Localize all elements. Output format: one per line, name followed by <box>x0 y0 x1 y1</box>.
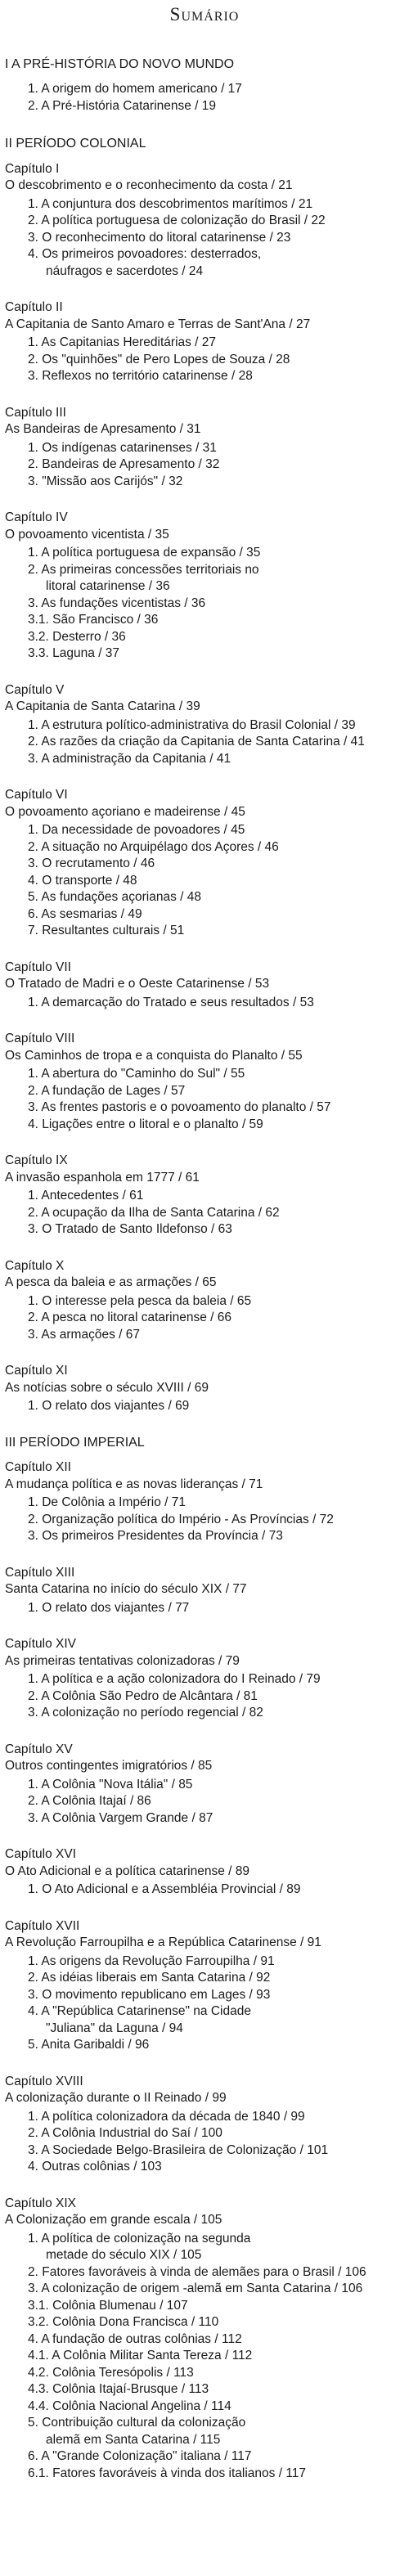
chapter-title: O Tratado de Madri e o Oeste Catarinense / 53 <box>5 977 270 991</box>
toc-item: 1. O relato dos viajantes / 77 <box>28 1600 190 1615</box>
chapter-title: A pesca da baleia e as armações / 65 <box>5 1275 217 1289</box>
toc-item: 4.2. Colônia Teresópolis / 113 <box>28 2365 194 2380</box>
toc-item: 3.2. Desterro / 36 <box>28 629 126 644</box>
chapter <box>5 2196 409 2483</box>
part-chapters <box>0 161 409 1415</box>
toc-item: 3. As armações / 67 <box>28 1327 140 1342</box>
chapter-number: Capítulo XVII <box>5 1918 80 1933</box>
toc-item: 5. Contribuição cultural da colonização <box>28 2416 246 2430</box>
chapter-items <box>28 545 409 663</box>
page-title: Sumário <box>169 4 240 25</box>
toc-item: 2. A Pré-História Catarinense / 19 <box>28 98 217 113</box>
chapter-number: Capítulo VI <box>5 788 68 802</box>
toc-item: 2. A situação no Arquipélago dos Açores / 46 <box>28 839 279 854</box>
toc-item: 2. Organização política do Império - As Províncias / 72 <box>28 1512 334 1526</box>
toc-item: 1. A estrutura político-administrativa do Brasil Colonial / 39 <box>28 717 356 732</box>
chapter-title: O povoamento açoriano e madeirense / 45 <box>5 804 245 819</box>
chapter-number: Capítulo VII <box>5 960 71 974</box>
chapter <box>5 1565 409 1617</box>
chapter-title: As Bandeiras de Apresamento / 31 <box>5 422 201 436</box>
toc-item: 1. A origem do homem americano / 17 <box>28 82 242 96</box>
toc-item: 4.3. Colônia Itajaí-Brusque / 113 <box>28 2382 209 2396</box>
chapter <box>5 787 409 940</box>
toc-item: 4. Ligações entre o litoral e o planalto / 59 <box>28 1117 263 1131</box>
chapter-title: O descobrimento e o reconhecimento da costa / 21 <box>5 178 293 192</box>
chapter-items <box>28 1293 409 1344</box>
toc-item: 2. As primeiras concessões territoriais no <box>28 562 259 577</box>
chapter-number: Capítulo VIII <box>5 1032 75 1045</box>
toc-item: 2. Os "quinhões" de Pero Lopes de Souza / 28 <box>28 352 290 366</box>
toc-item: 1. A abertura do "Caminho do Sul" / 55 <box>28 1067 245 1081</box>
chapter-title: O povoamento vicentista / 35 <box>5 527 169 542</box>
chapter-number: Capítulo XV <box>5 1742 73 1756</box>
chapter <box>5 1363 409 1415</box>
part-items <box>28 81 409 115</box>
toc-item: 3. O reconhecimento do litoral catarinense / 23 <box>28 230 291 245</box>
toc-item: 1. A demarcação do Tratado e seus resultados / 53 <box>28 995 314 1009</box>
chapter-items <box>28 1671 409 1722</box>
toc-item: 2. A Colônia Itajaí / 86 <box>28 1794 151 1808</box>
chapter-items <box>28 1188 409 1239</box>
chapter-title: A mudança política e as novas lideranças / 71 <box>5 1477 263 1491</box>
toc-item: náufragos e sacerdotes / 24 <box>46 263 204 278</box>
chapter-title: A invasão espanhola em 1777 / 61 <box>5 1170 200 1185</box>
chapter <box>5 1459 409 1545</box>
chapter-number: Capítulo XIII <box>5 1565 75 1580</box>
toc-item: 2. As idéias liberais em Santa Catarina / 92 <box>28 1971 271 1985</box>
toc-item: 1. As origens da Revolução Farroupilha / 91 <box>28 1953 275 1968</box>
toc-item: 2. Fatores favoráveis à vinda de alemães para o Brasil / 106 <box>28 2264 366 2279</box>
part-heading: III PERÍODO IMPERIAL <box>5 1435 145 1450</box>
toc-item: 3. O Tratado de Santo Ildefonso / 63 <box>28 1222 232 1236</box>
toc-item: 6. As sesmarias / 49 <box>28 906 142 921</box>
chapter-title: O Ato Adicional e a política catarinense / 89 <box>5 1863 249 1878</box>
chapter-title: Santa Catarina no início do século XIX / 77 <box>5 1582 247 1596</box>
chapter-title: A colonização durante o II Reinado / 99 <box>5 2091 227 2105</box>
chapter-title: Outros contingentes imigratórios / 85 <box>5 1759 213 1773</box>
part-heading: I A PRÉ-HISTÓRIA DO NOVO MUNDO <box>5 56 235 71</box>
toc-item: 2. A Colônia São Pedro de Alcântara / 81 <box>28 1688 258 1703</box>
chapter-number: Capítulo III <box>5 405 66 420</box>
chapter-number: Capítulo XIX <box>5 2196 77 2210</box>
chapter-title: A Revolução Farroupilha e a República Catarinense / 91 <box>5 1935 321 1949</box>
chapter-items <box>28 1881 409 1899</box>
toc-item: 4. O transporte / 48 <box>28 873 137 888</box>
toc-item: 3. A Colônia Vargem Grande / 87 <box>28 1810 213 1825</box>
chapter-title: A Colonização em grande escala / 105 <box>5 2213 222 2227</box>
toc-item: 3. "Missão aos Carijós" / 32 <box>28 474 183 488</box>
chapter-title: A Capitania de Santo Amaro e Terras de Sant'Ana / 27 <box>5 317 311 331</box>
toc-item: 3. A Sociedade Belgo-Brasileira de Colonização / 101 <box>28 2142 329 2157</box>
toc-item: 6.1. Fatores favoráveis à vinda dos italianos / 117 <box>28 2466 307 2480</box>
toc-item: 1. A política colonizadora da década de 1840 / 99 <box>28 2109 305 2124</box>
toc-item: 3. Reflexos no território catarinense / 28 <box>28 369 253 383</box>
chapter-number: Capítulo V <box>5 682 65 697</box>
toc-item: 2. A política portuguesa de colonização do Brasil / 22 <box>28 214 326 227</box>
toc-item: 1. O interesse pela pesca da baleia / 65 <box>28 1293 252 1308</box>
chapter-items <box>28 196 409 281</box>
chapter-items <box>28 717 409 768</box>
chapter <box>5 2074 409 2176</box>
chapter-number: Capítulo IV <box>5 510 68 524</box>
chapter-number: Capítulo XIV <box>5 1637 77 1651</box>
chapter-items <box>28 1495 409 1545</box>
chapter-items <box>28 1398 409 1415</box>
toc-item: 2. Bandeiras de Apresamento / 32 <box>28 457 220 471</box>
chapter <box>5 405 409 491</box>
toc-item: litoral catarinense / 36 <box>46 579 170 593</box>
toc-item: 3. A administração da Capitania / 41 <box>28 751 231 766</box>
chapter <box>5 1031 409 1133</box>
chapter-title: Os Caminhos de tropa e a conquista do Planalto / 55 <box>5 1048 303 1063</box>
toc-item: 2. A fundação de Lages / 57 <box>28 1083 186 1098</box>
toc-item: "Juliana" da Laguna / 94 <box>46 2021 183 2035</box>
chapter-items <box>28 1066 409 1133</box>
chapter-items <box>28 1777 409 1827</box>
chapter-items <box>28 995 409 1012</box>
toc-item: 3.2. Colônia Dona Francisca / 110 <box>28 2315 219 2329</box>
toc-item: 3. O movimento republicano em Lages / 93 <box>28 1987 271 2002</box>
toc-item: 3.1. São Francisco / 36 <box>28 613 159 627</box>
toc-item: 4.4. Colônia Nacional Angelina / 114 <box>28 2398 231 2413</box>
chapter <box>5 682 409 768</box>
chapter-number: Capítulo X <box>5 1258 65 1273</box>
chapter-items <box>28 2231 409 2483</box>
toc-item: 4. Outras colônias / 103 <box>28 2160 162 2174</box>
toc-item: 6. A "Grande Colonização" italiana / 117 <box>28 2449 252 2463</box>
chapter-number: Capítulo XII <box>5 1460 71 1474</box>
chapter-items <box>28 440 409 491</box>
chapter <box>5 1846 409 1899</box>
chapter-items <box>28 1953 409 2054</box>
chapter-title: As notícias sobre o século XVIII / 69 <box>5 1380 209 1395</box>
toc-item: 3. A colonização no período regencial / 82 <box>28 1706 263 1720</box>
toc-item: 5. As fundações açorianas / 48 <box>28 890 201 904</box>
chapter-items <box>28 1600 409 1617</box>
chapter-number: Capítulo XI <box>5 1364 68 1378</box>
part-chapters <box>0 1459 409 2482</box>
chapter-number: Capítulo IX <box>5 1153 68 1167</box>
toc-item: 7. Resultantes culturais / 51 <box>28 924 185 937</box>
chapter-items <box>28 335 409 385</box>
toc-item: 1. Antecedentes / 61 <box>28 1189 144 1203</box>
chapter-items <box>28 822 409 940</box>
chapter-title: As primeiras tentativas colonizadoras / 79 <box>5 1653 240 1668</box>
toc-item: 1. As Capitanias Hereditárias / 27 <box>28 335 217 349</box>
toc-item: 1. A política de colonização na segunda <box>28 2231 251 2246</box>
chapter-number: Capítulo XVI <box>5 1847 77 1861</box>
part-heading: II PERÍODO COLONIAL <box>5 137 146 151</box>
toc-item: 3. As fundações vicentistas / 36 <box>28 596 206 610</box>
toc-item: alemã em Santa Catarina / 115 <box>46 2432 221 2447</box>
toc-item: 4.1. A Colônia Militar Santa Tereza / 112 <box>28 2349 253 2362</box>
toc-item: 2. As razões da criação da Capitania de Santa Catarina / 41 <box>28 735 365 749</box>
toc-item: 1. A Colônia "Nova Itália" / 85 <box>28 1777 193 1792</box>
chapter-number: Capítulo XVIII <box>5 2074 83 2088</box>
toc-item: 3.3. Laguna / 37 <box>28 646 120 660</box>
chapter-number: Capítulo II <box>5 300 63 314</box>
toc-item: 4. A "República Catarinense" na Cidade <box>28 2004 251 2018</box>
chapter <box>5 1918 409 2054</box>
toc-item: 1. Da necessidade de povoadores / 45 <box>28 823 245 837</box>
toc-item: 3. A colonização de origem -alemã em Santa Catarina / 106 <box>28 2282 363 2295</box>
chapter <box>5 161 409 281</box>
chapter <box>5 1636 409 1722</box>
toc-item: 4. Os primeiros povoadores: desterrados, <box>28 247 262 261</box>
toc-item: 3. As frentes pastoris e o povoamento do planalto / 57 <box>28 1100 331 1114</box>
toc-item: 1. O relato dos viajantes / 69 <box>28 1399 190 1413</box>
toc-item: 1. O Ato Adicional e a Assembléia Provincial / 89 <box>28 1882 301 1896</box>
chapter-items <box>28 2109 409 2176</box>
toc-item: metade do século XIX / 105 <box>46 2248 202 2262</box>
toc-item: 4. A fundação de outras colônias / 112 <box>28 2331 242 2346</box>
chapter-number: Capítulo I <box>5 161 60 176</box>
toc-item: 1. A conjuntura dos descobrimentos marítimos / 21 <box>28 196 313 211</box>
toc-item: 5. Anita Garibaldi / 96 <box>28 2038 150 2052</box>
chapter <box>5 960 409 1012</box>
toc-item: 3.1. Colônia Blumenau / 107 <box>28 2298 188 2313</box>
toc-item: 3. Os primeiros Presidentes da Província / 73 <box>28 1529 283 1543</box>
toc-item: 3. O recrutamento / 46 <box>28 856 155 870</box>
chapter-title: A Capitania de Santa Catarina / 39 <box>5 699 200 713</box>
toc-item: 2. A Colônia Industrial do Saí / 100 <box>28 2126 222 2140</box>
chapter <box>5 1153 409 1239</box>
toc-item: 1. A política portuguesa de expansão / 35 <box>28 546 261 560</box>
chapter <box>5 1258 409 1344</box>
chapter <box>5 299 409 385</box>
toc-item: 2. A ocupação da Ilha de Santa Catarina / 62 <box>28 1205 280 1220</box>
chapter <box>5 510 409 663</box>
chapter <box>5 1742 409 1827</box>
toc-item: 1. A política e a ação colonizadora do I Reinado / 79 <box>28 1672 321 1686</box>
toc-item: 1. Os indígenas catarinenses / 31 <box>28 440 217 455</box>
toc-item: 1. De Colônia a Império / 71 <box>28 1495 186 1509</box>
toc-item: 2. A pesca no litoral catarinense / 66 <box>28 1310 232 1324</box>
